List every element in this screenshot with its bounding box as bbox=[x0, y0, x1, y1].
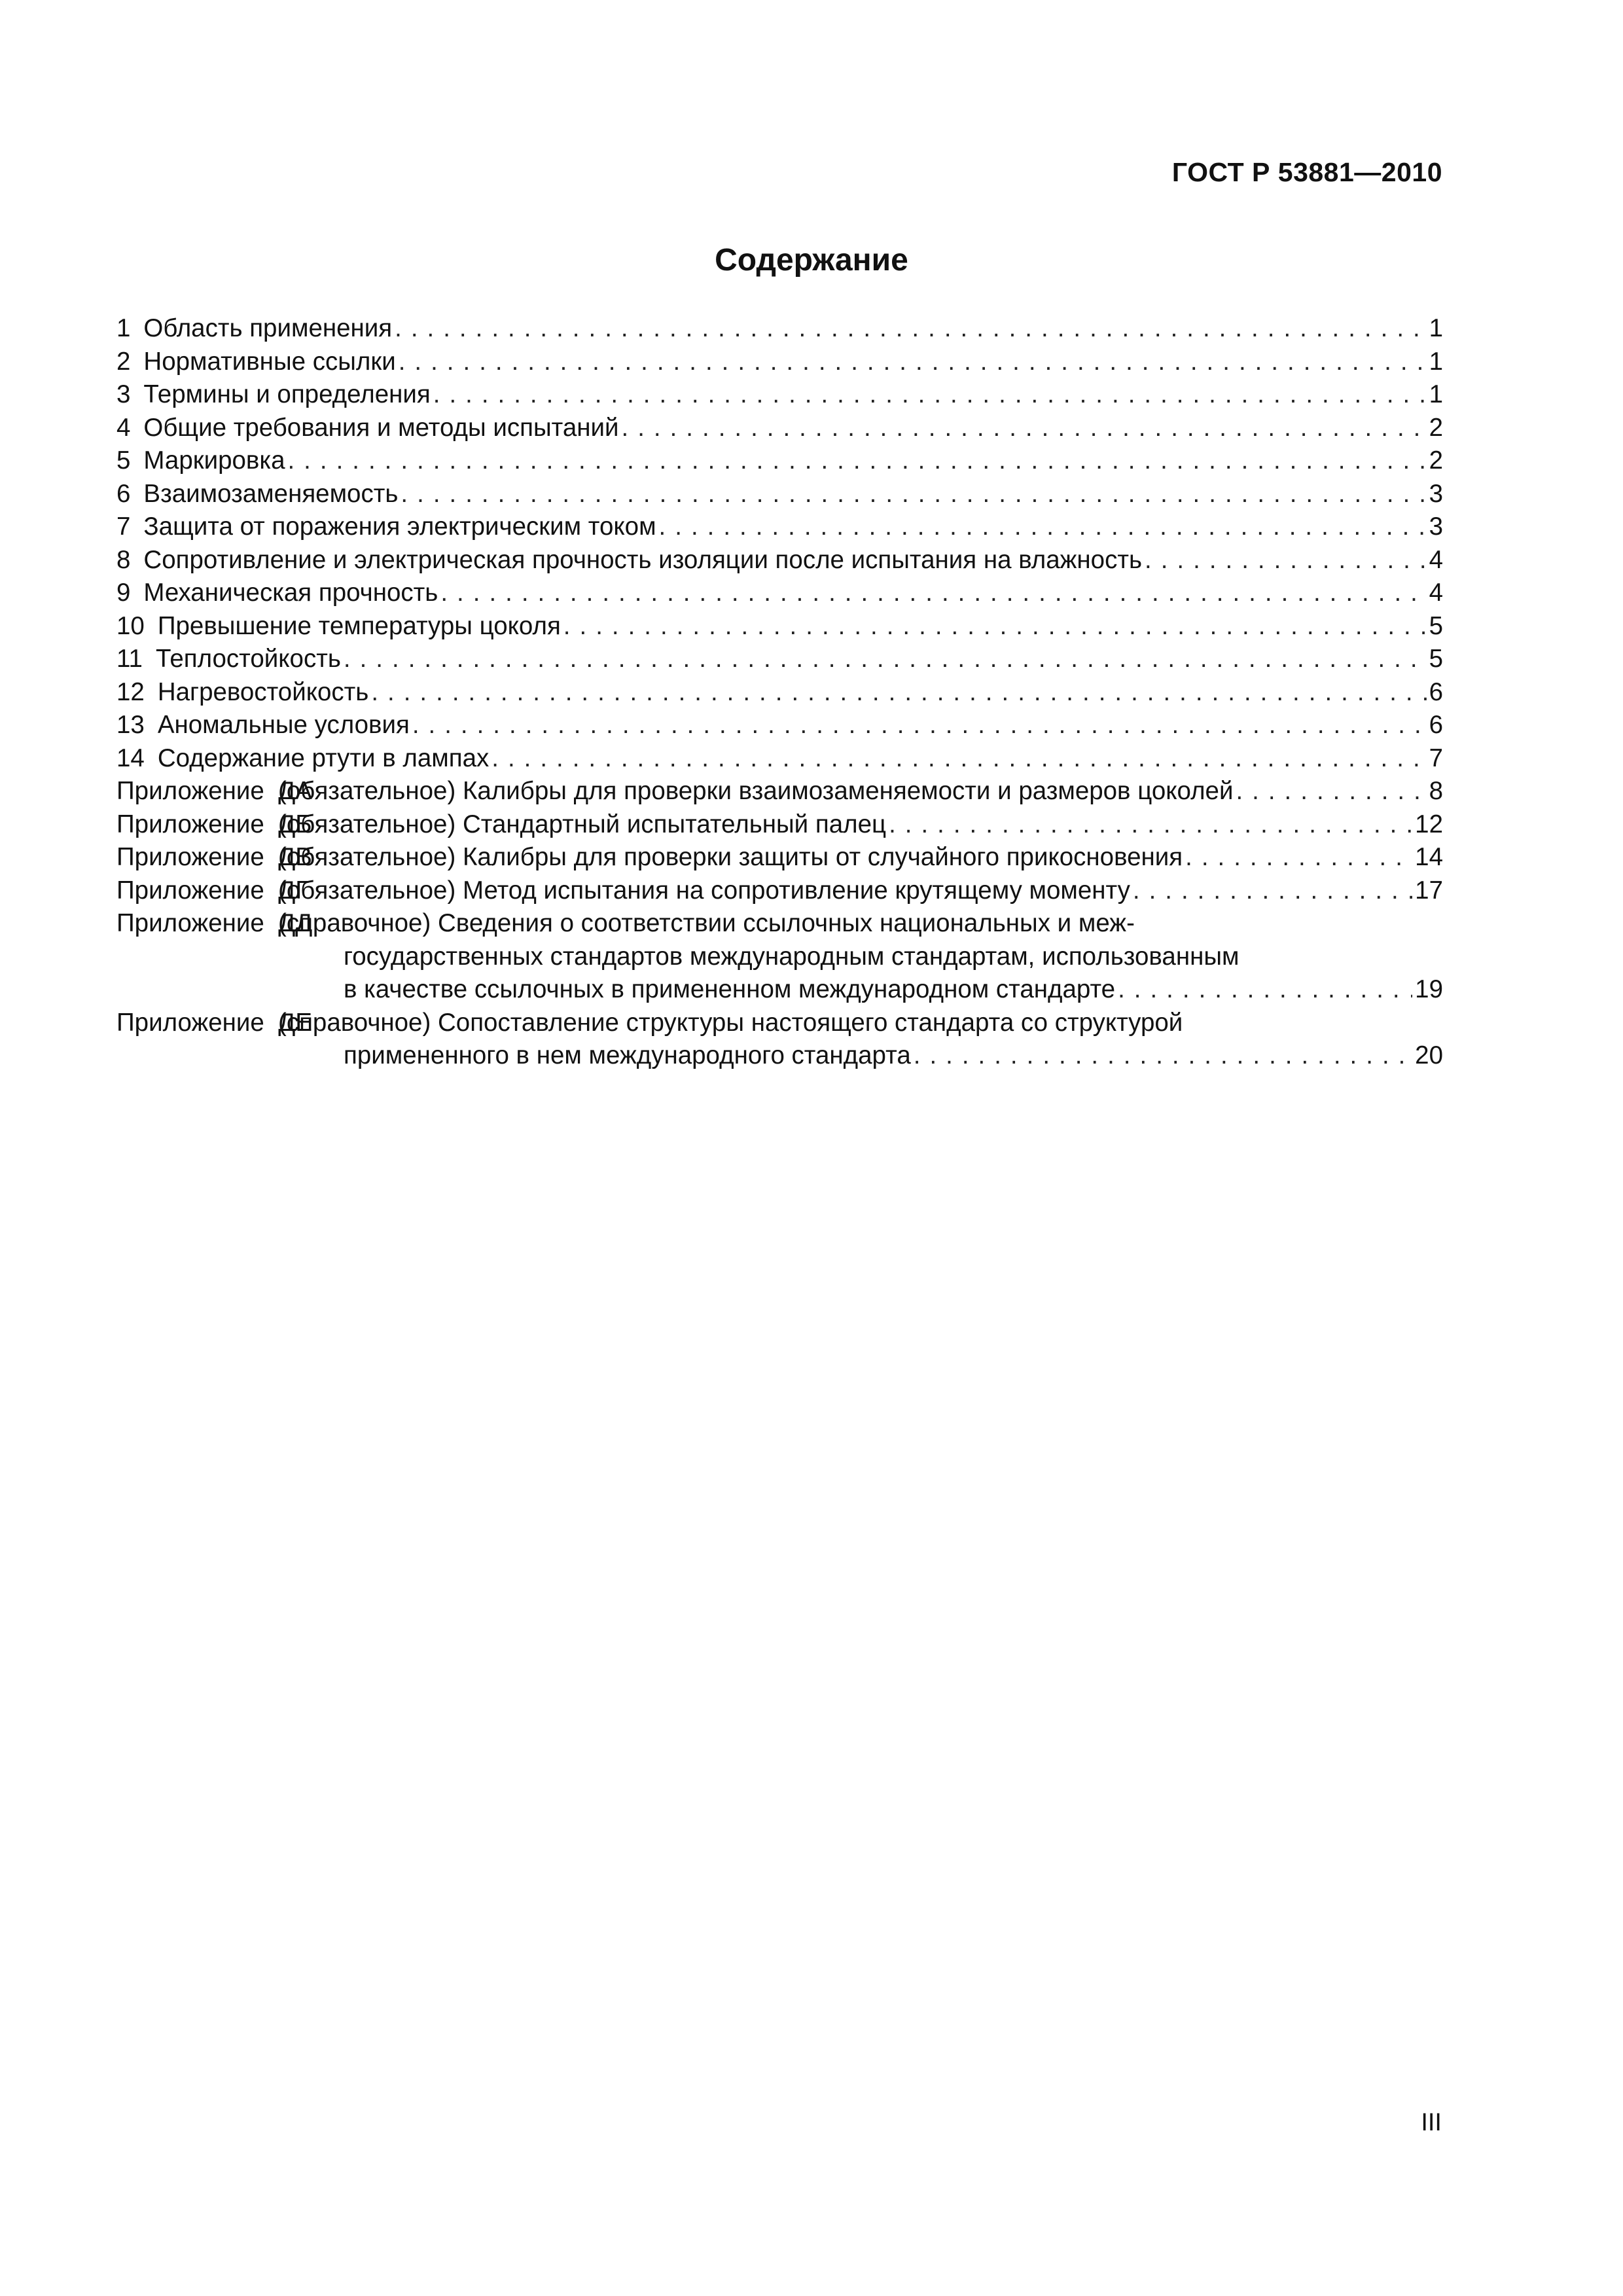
appendix-page: 20 bbox=[1415, 1041, 1443, 1069]
toc-entry-page: 5 bbox=[1429, 611, 1443, 640]
toc-leader-dots bbox=[440, 577, 1426, 610]
appendix-label-line: (справочное) Сведения о соответствии ссылочных национальных и меж- bbox=[278, 909, 1135, 937]
appendix-prefix: Приложение ДЕ bbox=[116, 1008, 312, 1037]
toc-entry-page: 4 bbox=[1429, 579, 1443, 607]
appendix-label-line: государственных стандартов международным стандартам, использованным bbox=[344, 942, 1240, 971]
toc-entry-number: 13 bbox=[116, 711, 145, 739]
appendix-entry[interactable] bbox=[116, 1007, 1443, 1073]
appendix-page: 14 bbox=[1415, 843, 1443, 871]
appendix-entry[interactable] bbox=[116, 907, 1443, 1007]
appendix-prefix: Приложение ДА bbox=[116, 777, 312, 805]
appendix-label-line: примененного в нем международного стандарта bbox=[344, 1041, 911, 1069]
toc-entry-number: 11 bbox=[116, 645, 143, 673]
toc-leader-dots bbox=[1185, 841, 1412, 874]
toc-entry-label: Аномальные условия bbox=[157, 711, 410, 739]
toc-leader-dots bbox=[371, 676, 1426, 709]
toc-entry-number: 5 bbox=[116, 446, 131, 475]
toc-leader-dots bbox=[399, 346, 1427, 379]
toc-leader-dots bbox=[412, 709, 1427, 742]
appendix-entry[interactable] bbox=[116, 775, 1443, 808]
toc-leader-dots bbox=[622, 412, 1427, 445]
toc-entry-label: Теплостойкость bbox=[155, 645, 341, 673]
appendix-page: 19 bbox=[1415, 975, 1443, 1003]
toc-entry-label: Взаимозаменяемость bbox=[143, 479, 399, 508]
toc-entry[interactable] bbox=[116, 312, 1443, 346]
appendix-prefix: Приложение ДВ bbox=[116, 843, 312, 871]
toc-entry[interactable] bbox=[116, 577, 1443, 610]
toc-entry-page: 3 bbox=[1429, 512, 1443, 541]
appendix-entry[interactable] bbox=[116, 808, 1443, 842]
toc-leader-dots bbox=[914, 1039, 1412, 1073]
toc-leader-dots bbox=[659, 511, 1427, 544]
appendix-entry[interactable] bbox=[116, 841, 1443, 874]
appendix-label: (обязательное) Калибры для проверки защиты от случайного прикосновения bbox=[278, 843, 1183, 871]
toc-entry-page: 3 bbox=[1429, 479, 1443, 508]
page-title: Содержание bbox=[715, 243, 908, 278]
toc-leader-dots bbox=[491, 742, 1426, 776]
toc-entry[interactable] bbox=[116, 444, 1443, 478]
toc-entry[interactable] bbox=[116, 478, 1443, 511]
toc-leader-dots bbox=[563, 610, 1427, 643]
toc-entry-number: 10 bbox=[116, 611, 145, 640]
toc-leader-dots bbox=[395, 312, 1426, 346]
toc-entry[interactable] bbox=[116, 676, 1443, 709]
toc-entry-number: 7 bbox=[116, 512, 131, 541]
toc-entry-page: 1 bbox=[1429, 314, 1443, 342]
appendix-label: (обязательное) Метод испытания на сопротивление крутящему моменту bbox=[278, 876, 1130, 905]
toc-entry[interactable] bbox=[116, 742, 1443, 776]
toc-entry-label: Защита от поражения электрическим током bbox=[143, 512, 656, 541]
appendix-label-line: (справочное) Сопоставление структуры настоящего стандарта со структурой bbox=[278, 1008, 1183, 1037]
toc-entry-number: 12 bbox=[116, 677, 145, 706]
appendix-label-line: в качестве ссылочных в примененном международном стандарте bbox=[344, 975, 1116, 1003]
toc-entry-number: 3 bbox=[116, 380, 131, 408]
toc-entry-label: Сопротивление и электрическая прочность изоляции после испытания на влажность bbox=[143, 545, 1143, 574]
appendix-page: 8 bbox=[1429, 777, 1443, 805]
toc-leader-dots bbox=[1145, 544, 1427, 577]
toc-leader-dots bbox=[401, 478, 1426, 511]
toc-entry-page: 6 bbox=[1429, 677, 1443, 706]
toc-entry-label: Нагревостойкость bbox=[157, 677, 369, 706]
toc-entry-label: Механическая прочность bbox=[143, 579, 438, 607]
toc-entry[interactable] bbox=[116, 544, 1443, 577]
toc-entry-label: Превышение температуры цоколя bbox=[157, 611, 561, 640]
appendix-page: 17 bbox=[1415, 876, 1443, 905]
toc-entry-page: 6 bbox=[1429, 711, 1443, 739]
appendix-label: (обязательное) Стандартный испытательный палец bbox=[278, 810, 887, 838]
toc-entry-label: Область применения bbox=[143, 314, 393, 342]
toc-entry[interactable] bbox=[116, 610, 1443, 643]
toc-entry[interactable] bbox=[116, 511, 1443, 544]
toc-entry[interactable] bbox=[116, 412, 1443, 445]
appendix-prefix: Приложение ДБ bbox=[116, 810, 312, 838]
toc-entry-page: 2 bbox=[1429, 413, 1443, 442]
toc-entry-page: 5 bbox=[1429, 645, 1443, 673]
appendix-prefix: Приложение ДД bbox=[116, 909, 313, 937]
toc-entry-page: 2 bbox=[1429, 446, 1443, 475]
table-of-contents bbox=[116, 312, 1443, 1073]
document-id: ГОСТ Р 53881—2010 bbox=[1171, 157, 1442, 187]
toc-leader-dots bbox=[344, 643, 1427, 676]
toc-entry-page: 1 bbox=[1429, 347, 1443, 376]
toc-entry-number: 2 bbox=[116, 347, 131, 376]
toc-leader-dots bbox=[1236, 775, 1426, 808]
appendix-prefix: Приложение ДГ bbox=[116, 876, 310, 905]
appendix-entry[interactable] bbox=[116, 874, 1443, 908]
toc-entry-number: 8 bbox=[116, 545, 131, 574]
toc-entry[interactable] bbox=[116, 346, 1443, 379]
toc-leader-dots bbox=[1118, 973, 1412, 1007]
toc-entry-number: 9 bbox=[116, 579, 131, 607]
toc-entry-label: Термины и определения bbox=[143, 380, 431, 408]
toc-entry-number: 1 bbox=[116, 314, 131, 342]
appendix-page: 12 bbox=[1415, 810, 1443, 838]
toc-leader-dots bbox=[433, 378, 1427, 412]
toc-entry-label: Нормативные ссылки bbox=[143, 347, 396, 376]
toc-entry-number: 14 bbox=[116, 744, 145, 772]
toc-entry-page: 4 bbox=[1429, 545, 1443, 574]
toc-entry[interactable] bbox=[116, 378, 1443, 412]
toc-entry[interactable] bbox=[116, 643, 1443, 676]
toc-entry-number: 6 bbox=[116, 479, 131, 508]
toc-entry-label: Общие требования и методы испытаний bbox=[143, 413, 619, 442]
toc-entry-label: Маркировка bbox=[143, 446, 285, 475]
toc-leader-dots bbox=[1133, 874, 1412, 908]
toc-leader-dots bbox=[889, 808, 1412, 842]
toc-entry-page: 7 bbox=[1429, 744, 1443, 772]
toc-entry-page: 1 bbox=[1429, 380, 1443, 408]
appendix-label: (обязательное) Калибры для проверки взаимозаменяемости и размеров цоколей bbox=[278, 777, 1234, 805]
toc-leader-dots bbox=[287, 444, 1426, 478]
toc-entry-number: 4 bbox=[116, 413, 131, 442]
toc-entry-label: Содержание ртути в лампах bbox=[157, 744, 490, 772]
page-number: III bbox=[1421, 2109, 1442, 2136]
toc-entry[interactable] bbox=[116, 709, 1443, 742]
